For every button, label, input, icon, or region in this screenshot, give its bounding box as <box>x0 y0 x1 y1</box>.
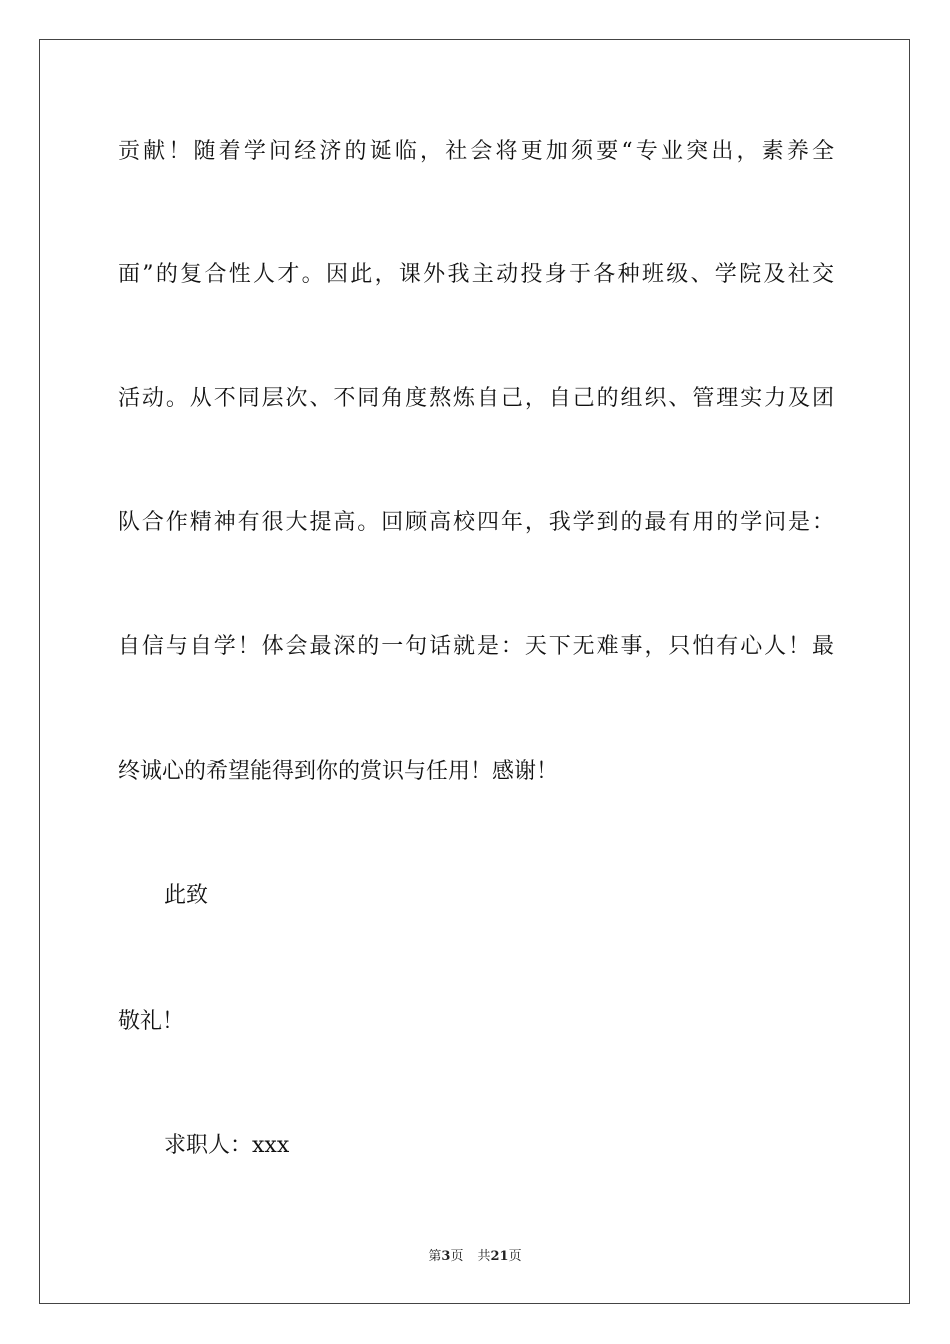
salute-text: 敬礼！ <box>118 1009 185 1034</box>
signature-text: 求职人：xxx <box>164 1133 290 1158</box>
footer-total-prefix: 共 <box>477 1249 491 1264</box>
body-line-4: 队合作精神有很大提高。回顾高校四年，我学到的最有用的学问是： <box>118 510 834 535</box>
footer-total-suffix: 页 <box>508 1249 522 1264</box>
body-line-6: 终诚心的希望能得到你的赏识与任用！感谢！ <box>118 759 559 784</box>
closing-text: 此致 <box>164 883 209 908</box>
body-line-5: 自信与自学！体会最深的一句话就是：天下无难事，只怕有心人！最 <box>118 634 834 659</box>
footer-page-suffix: 页 <box>450 1249 464 1264</box>
body-line-2: 面”的复合性人才。因此，课外我主动投身于各种班级、学院及社交 <box>118 262 834 287</box>
footer-page-prefix: 第 <box>428 1249 442 1264</box>
page-border <box>39 39 910 1304</box>
footer-total-number: 21 <box>490 1249 509 1264</box>
body-line-3: 活动。从不同层次、不同角度熬炼自己，自己的组织、管理实力及团 <box>118 386 834 411</box>
body-line-1: 贡献！随着学问经济的诞临，社会将更加须要“专业突出，素养全 <box>118 139 834 164</box>
footer-page-number: 3 <box>441 1249 451 1264</box>
page-footer <box>0 1248 950 1266</box>
